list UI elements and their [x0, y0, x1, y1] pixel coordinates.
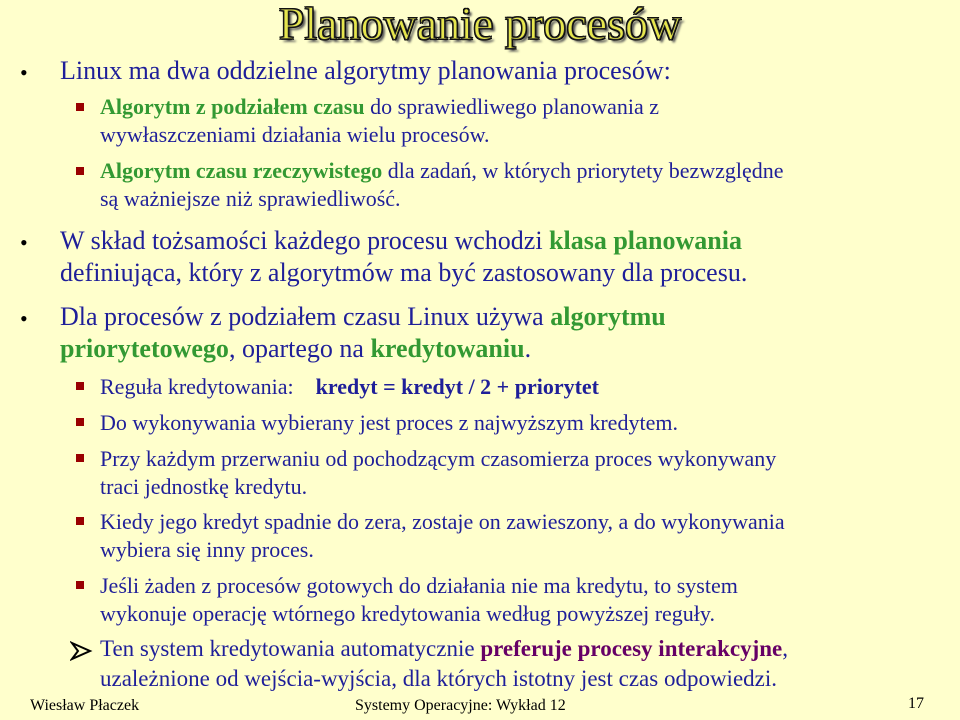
- square-bullet-icon: [76, 418, 84, 426]
- sub-1-rest: do sprawiedliwego planowania z: [364, 94, 660, 119]
- square-bullet-icon: [76, 167, 84, 175]
- bullet-2-line2: definiująca, który z algorytmów ma być zastosowany dla procesu.: [60, 258, 748, 287]
- sub-2-line1: [100, 158, 784, 184]
- square-bullet-icon: [76, 517, 84, 525]
- sub-1-line2: wywłaszczeniami działania wielu procesów.: [100, 122, 490, 147]
- rule-4-line1: Kiedy jego kredyt spadnie do zera, zostaje on zawieszony, a do wykonywania: [100, 509, 785, 534]
- footer-page-number: 17: [908, 695, 924, 712]
- bullet-3-b: , opartego na: [228, 334, 371, 363]
- rule-3-line1: Przy każdym przerwaniu od pochodzącym czasomierza proces wykonywany: [100, 446, 777, 471]
- footer-course: Systemy Operacyjne: Wykład 12: [355, 697, 566, 714]
- bullet-3-a: Dla procesów z podziałem czasu Linux używa: [60, 302, 551, 331]
- bullet-3-green2: priorytetowego: [60, 334, 229, 363]
- arrow-purple: preferuje procesy interakcyjne: [480, 636, 783, 661]
- rule-1: [100, 374, 599, 400]
- arrow-bullet-icon: [70, 641, 94, 661]
- bullet-2-green: klasa planowania: [549, 226, 742, 255]
- arrow-a: Ten system kredytowania automatycznie: [100, 636, 481, 661]
- square-bullet-icon: [76, 382, 84, 390]
- bullet-3-green1: algorytmu: [550, 302, 666, 331]
- rule-4-line2: wybiera się inny proces.: [100, 537, 314, 562]
- sub-1-bold: Algorytm z podziałem czasu: [100, 94, 365, 119]
- bullet-dot: •: [20, 230, 28, 255]
- square-bullet-icon: [76, 454, 84, 462]
- bullet-3-green3: kredytowaniu: [370, 334, 525, 363]
- rule-2: Do wykonywania wybierany jest proces z najwyższym kredytem.: [100, 410, 678, 435]
- sub-1-line1: [100, 94, 659, 120]
- bullet-2-a: W skład tożsamości każdego procesu wchodzi: [60, 226, 550, 255]
- arrow-line1: [100, 636, 788, 662]
- sub-2-line2: są ważniejsze niż sprawiedliwość.: [100, 186, 401, 211]
- bullet-3-line1: [60, 302, 666, 332]
- rule-5-line1: Jeśli żaden z procesów gotowych do działania nie ma kredytu, to system: [100, 573, 738, 598]
- arrow-line2: uzależnione od wejścia-wyjścia, dla których istotny jest czas odpowiedzi.: [100, 666, 778, 691]
- bullet-dot: •: [20, 306, 28, 331]
- square-bullet-icon: [76, 581, 84, 589]
- bullet-dot: •: [20, 60, 28, 85]
- arrow-b: ,: [782, 636, 788, 661]
- footer-author: Wiesław Płaczek: [30, 697, 140, 714]
- sub-2-rest: dla zadań, w których priorytety bezwzględne: [382, 158, 784, 183]
- rule-5-line2: wykonuje operację wtórnego kredytowania według powyższej reguły.: [100, 601, 715, 626]
- bullet-3-line2: [60, 334, 531, 364]
- sub-2-bold: Algorytm czasu rzeczywistego: [100, 158, 383, 183]
- rule-1-formula: kredyt = kredyt / 2 + priorytet: [315, 374, 600, 399]
- rule-3-line2: traci jednostkę kredytu.: [100, 474, 308, 499]
- slide-title: Planowanie procesów: [278, 0, 682, 49]
- square-bullet-icon: [76, 103, 84, 111]
- rule-1-label: Reguła kredytowania:: [100, 374, 294, 399]
- bullet-1-text: Linux ma dwa oddzielne algorytmy planowania procesów:: [60, 56, 671, 85]
- bullet-2-line1: [60, 226, 742, 256]
- bullet-3-end: .: [524, 334, 532, 363]
